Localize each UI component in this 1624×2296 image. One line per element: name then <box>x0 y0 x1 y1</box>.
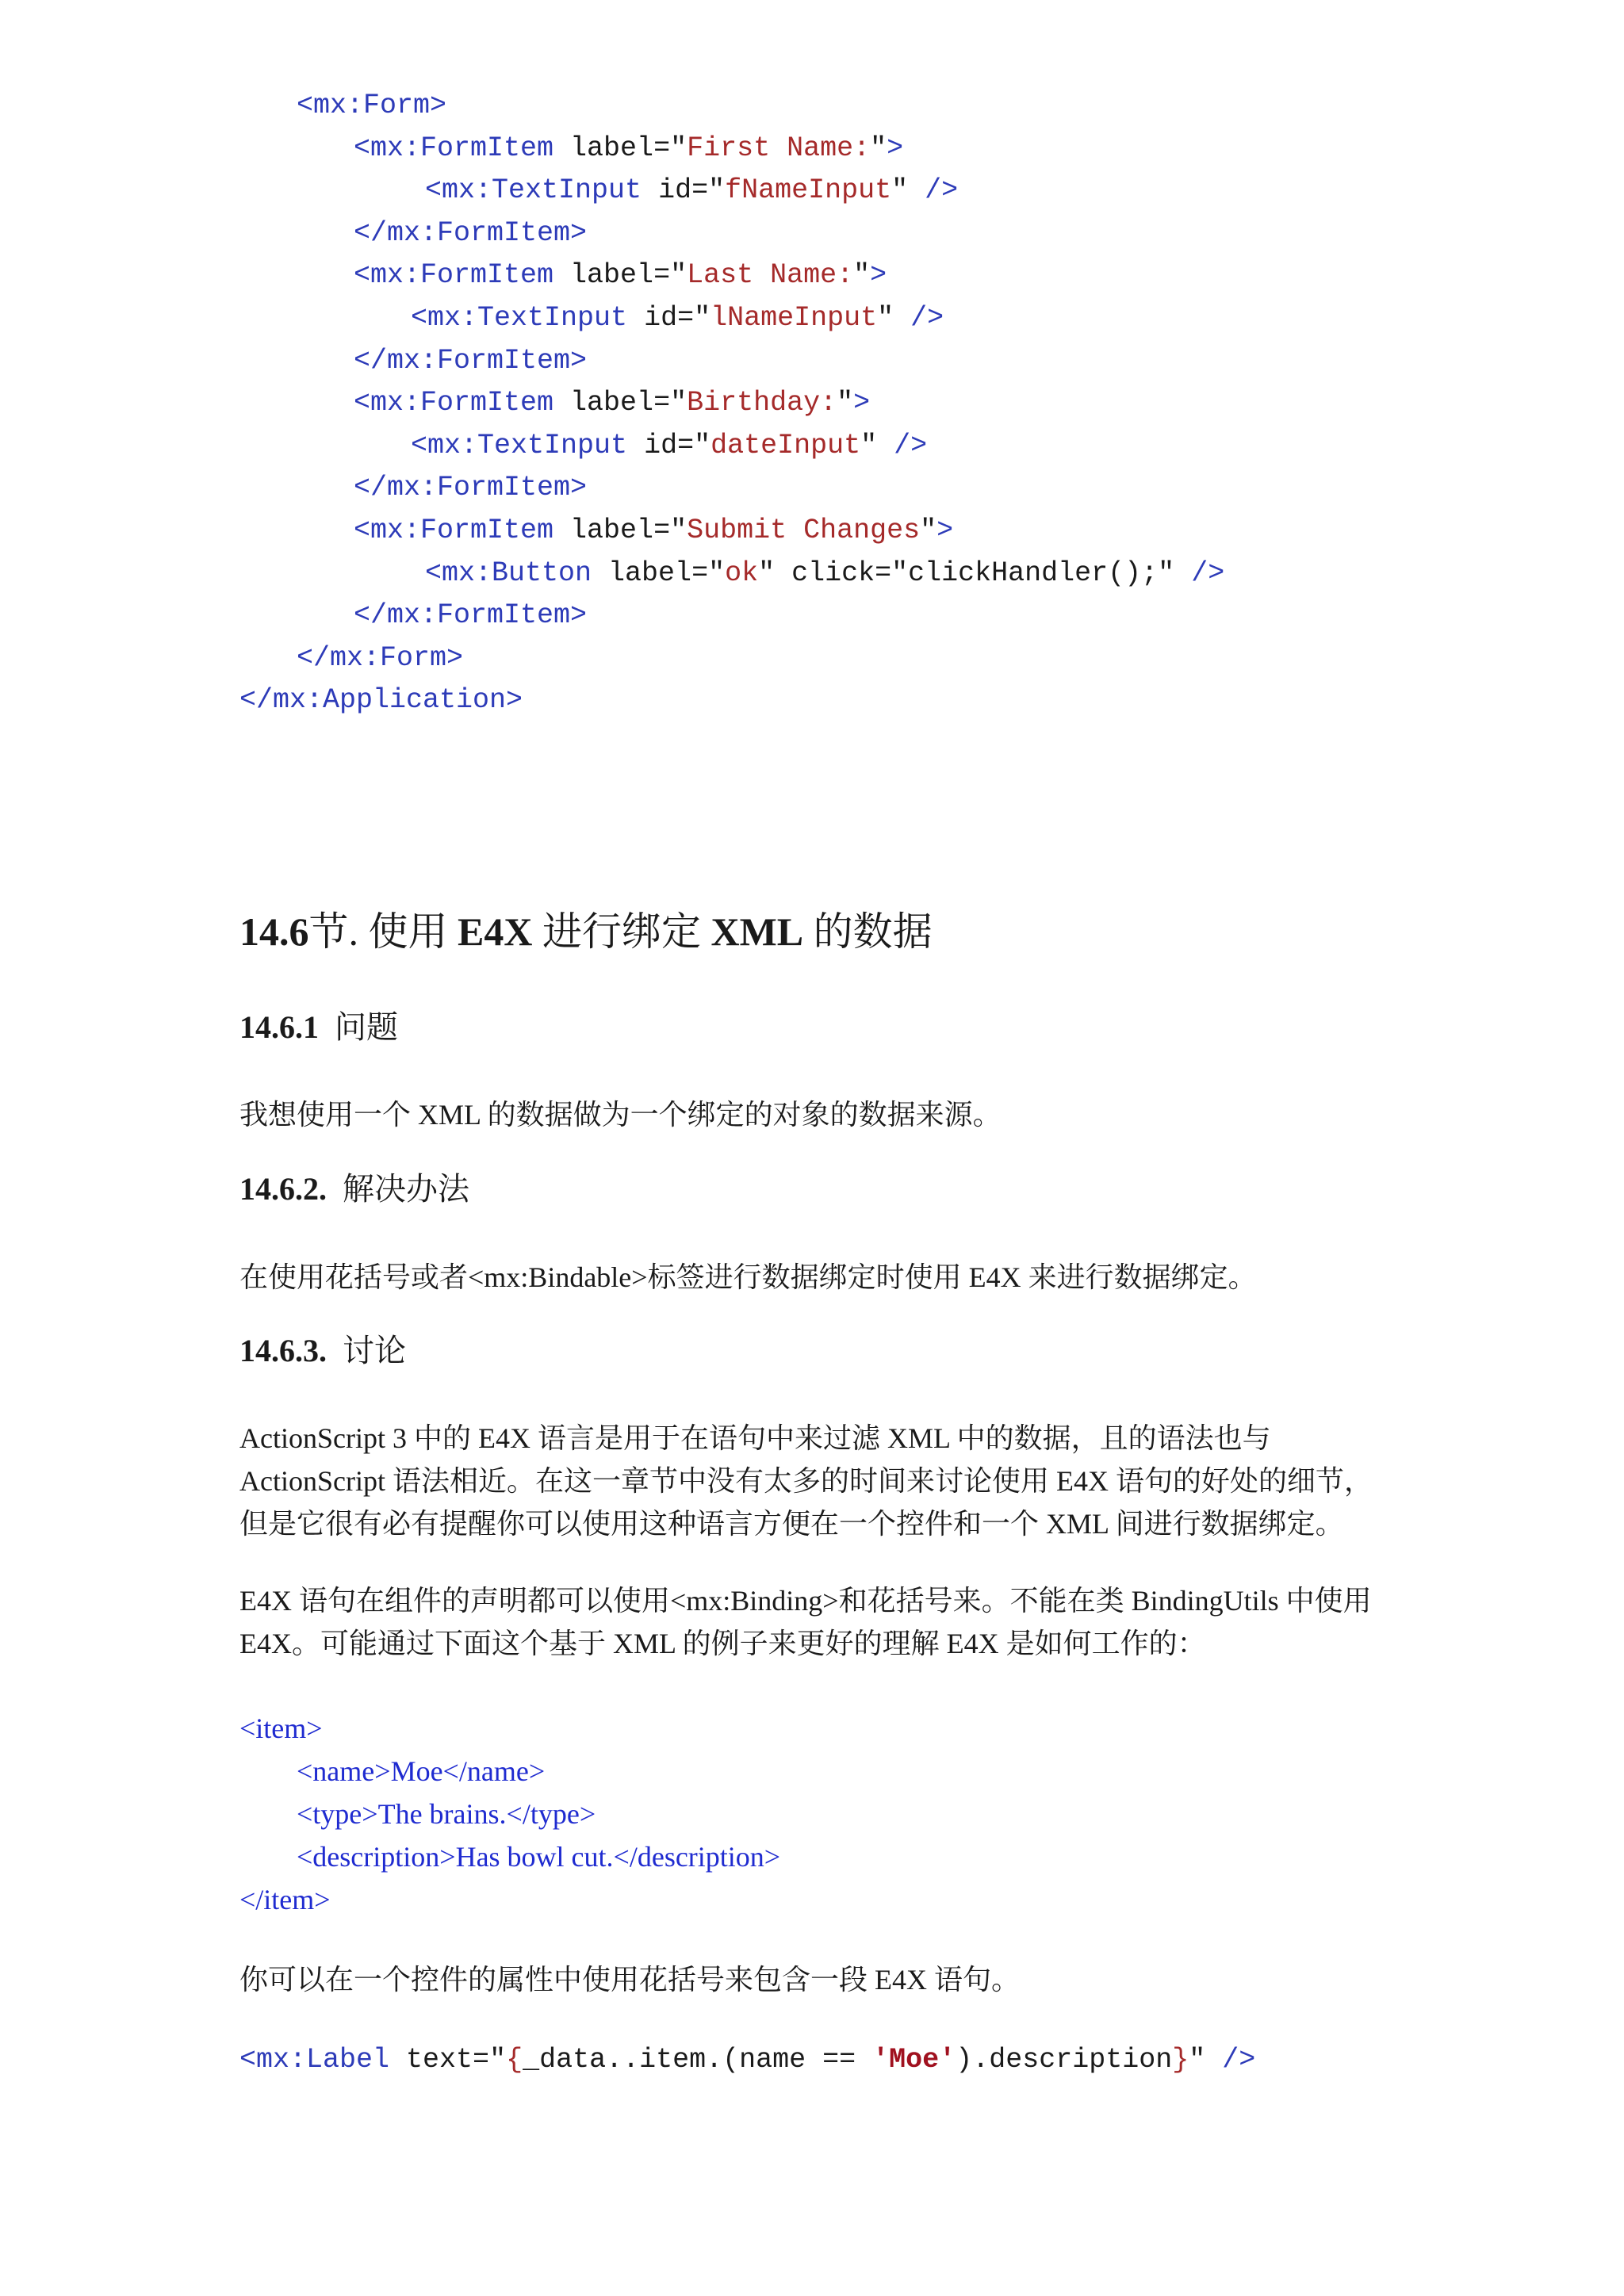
code-brace-open: { <box>506 2044 523 2076</box>
code-token: " <box>853 259 871 292</box>
subsection-title: 问题 <box>335 1009 398 1045</box>
section-title-5: 的数据 <box>803 909 933 954</box>
code-token: Last Name: <box>687 259 854 292</box>
paragraph-discussion-2-line-2: E4X。可能通过下面这个基于 XML 的例子来更好的理解 E4X 是如何工作的： <box>239 1628 1206 1659</box>
paragraph-discussion-2-line-1: E4X 语句在组件的声明都可以使用<mx:Binding>和花括号来。不能在类 BindingUtils 中使用 <box>239 1585 1372 1617</box>
code-line <box>354 254 887 297</box>
code-line <box>411 297 944 339</box>
xml-type-line: <type>The brains.</type> <box>297 1798 596 1830</box>
code-token: label=" <box>570 259 688 292</box>
section-title-1: 节. 使用 <box>308 909 458 954</box>
xml-item-open: <item> <box>239 1712 323 1744</box>
code-token: <mx:TextInput <box>425 174 659 207</box>
paragraph-discussion-3: 你可以在一个控件的属性中使用花括号来包含一段 E4X 语句。 <box>239 1964 1020 1996</box>
code-token: dateInput <box>710 429 861 461</box>
code-line <box>354 381 870 424</box>
code-token: " <box>891 174 925 207</box>
section-number: 14.6 <box>239 909 309 954</box>
code-token: <mx:Button <box>425 557 609 589</box>
code-attr: text=" <box>406 2044 507 2076</box>
code-token: " <box>920 515 937 546</box>
code-token: id=" <box>658 174 726 207</box>
code-token: > <box>887 132 904 164</box>
code-token: </mx:FormItem> <box>354 599 588 632</box>
code-token: <mx:TextInput <box>411 302 645 334</box>
code-token: fNameInput <box>725 174 892 207</box>
code-token: First Name: <box>687 132 871 164</box>
subsection-number: 14.6.2. <box>239 1171 327 1207</box>
code-token: /> <box>910 302 944 334</box>
code-token: Submit Changes <box>687 515 921 546</box>
code-token: ok <box>725 557 759 589</box>
code-token: /> <box>894 429 928 461</box>
code-token: " <box>877 302 911 334</box>
code-token: <mx:Form> <box>297 90 447 121</box>
code-line <box>411 424 927 467</box>
code-token: id=" <box>644 429 711 461</box>
code-token: label=" <box>570 387 688 419</box>
paragraph-problem: 我想使用一个 XML 的数据做为一个绑定的对象的数据来源。 <box>239 1099 1002 1131</box>
code-quote: " <box>1189 2044 1223 2076</box>
section-heading <box>239 904 933 959</box>
code-line-label <box>239 2038 1255 2081</box>
code-token: <mx:FormItem <box>354 259 571 292</box>
subsection-number: 14.6.3. <box>239 1333 327 1368</box>
code-expr-1: _data..item.(name == <box>523 2044 873 2076</box>
code-tag: <mx:Label <box>239 2044 407 2076</box>
code-moe-string: 'Moe' <box>872 2044 956 2076</box>
code-token: " <box>837 387 854 419</box>
code-token: Birthday: <box>687 387 837 419</box>
code-token: <mx:FormItem <box>354 515 571 546</box>
code-line <box>354 339 587 382</box>
code-line <box>425 169 958 212</box>
code-line <box>425 552 1224 595</box>
code-token: </mx:FormItem> <box>354 216 588 249</box>
code-token: </mx:Application> <box>239 684 523 717</box>
subsection-title: 讨论 <box>343 1333 406 1368</box>
code-token: /> <box>925 174 959 207</box>
code-token: /> <box>1191 557 1225 589</box>
subsection-title: 解决办法 <box>343 1171 469 1207</box>
code-token: </mx:FormItem> <box>354 472 588 504</box>
paragraph-solution: 在使用花括号或者<mx:Bindable>标签进行数据绑定时使用 E4X 来进行数据绑定。 <box>239 1261 1257 1293</box>
code-line <box>297 637 463 679</box>
code-token: " <box>870 132 887 164</box>
code-token: <mx:FormItem <box>354 132 571 164</box>
code-token: > <box>936 515 954 546</box>
section-title-3: 进行绑定 <box>532 909 711 954</box>
xml-item-close: </item> <box>239 1884 331 1915</box>
code-line <box>354 127 903 170</box>
code-line <box>354 509 953 552</box>
code-token: " <box>860 429 894 461</box>
code-token: label=" <box>570 515 688 546</box>
code-token: > <box>853 387 871 419</box>
code-close: /> <box>1222 2044 1256 2076</box>
xml-name-line: <name>Moe</name> <box>297 1755 546 1787</box>
subsection-solution-heading <box>239 1167 469 1211</box>
section-title-4: XML <box>710 909 804 954</box>
code-token: id=" <box>644 302 711 334</box>
code-expr-2: ).description <box>956 2044 1173 2076</box>
subsection-number: 14.6.1 <box>239 1009 319 1045</box>
subsection-discussion-heading <box>239 1329 406 1373</box>
code-token: label=" <box>608 557 726 589</box>
code-token: label=" <box>570 132 688 164</box>
code-line <box>354 594 587 637</box>
code-token: <mx:FormItem <box>354 387 571 419</box>
subsection-problem-heading <box>239 1005 398 1050</box>
code-token: lNameInput <box>710 302 878 334</box>
code-token: </mx:FormItem> <box>354 344 588 377</box>
xml-description-line: <description>Has bowl cut.</description> <box>297 1841 781 1873</box>
code-line <box>297 84 446 127</box>
paragraph-discussion-1-line-2: ActionScript 语法相近。在这一章节中没有太多的时间来讨论使用 E4X 语句的好处的细节， <box>239 1465 1373 1497</box>
section-title-2: E4X <box>458 909 533 954</box>
paragraph-discussion-1-line-3: 但是它很有必有提醒你可以使用这种语言方便在一个控件和一个 XML 间进行数据绑定。 <box>239 1508 1344 1540</box>
code-token: <mx:TextInput <box>411 429 645 461</box>
code-line <box>239 679 523 721</box>
code-token: " click="clickHandler();" <box>758 557 1192 589</box>
code-line <box>354 212 587 254</box>
paragraph-discussion-1-line-1: ActionScript 3 中的 E4X 语言是用于在语句中来过滤 XML 中的数据，且的语法也与 <box>239 1422 1271 1454</box>
code-line <box>354 466 587 509</box>
code-brace-close: } <box>1172 2044 1189 2076</box>
code-token: </mx:Form> <box>297 641 464 674</box>
code-token: > <box>870 259 887 292</box>
